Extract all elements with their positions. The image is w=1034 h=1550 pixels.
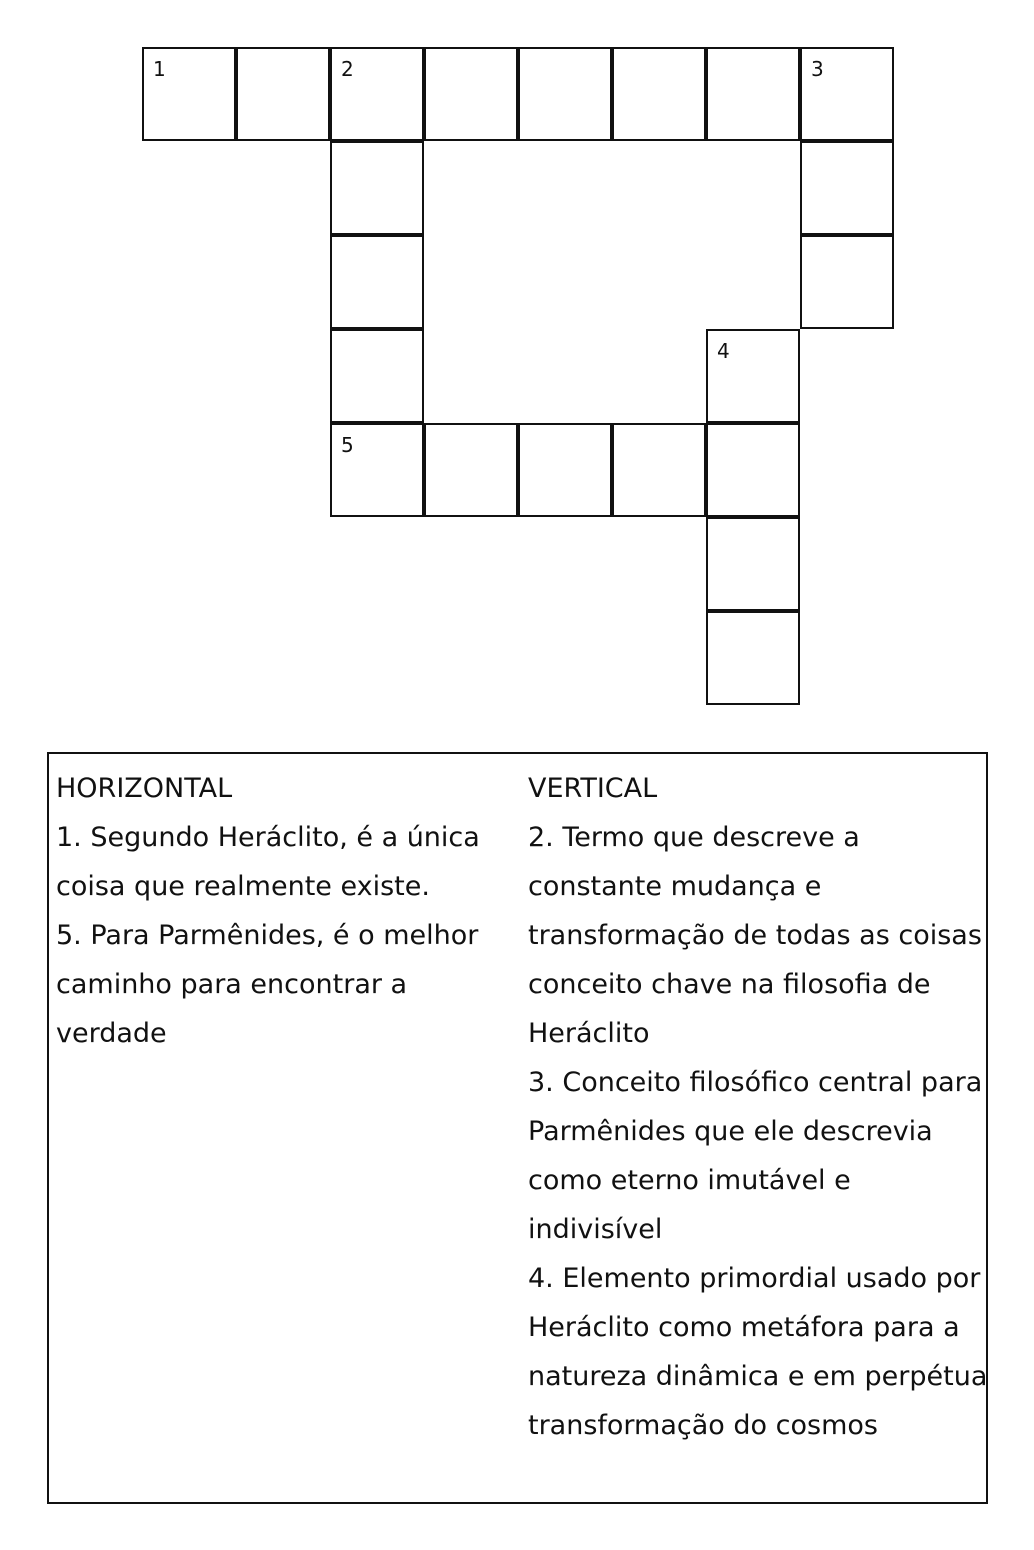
horizontal-clues: [56, 764, 496, 1058]
crossword-cell[interactable]: [330, 423, 424, 517]
vertical-clue-line: conceito chave na filosofia de: [528, 969, 931, 1000]
crossword-cell[interactable]: [330, 47, 424, 141]
crossword-cell[interactable]: [612, 423, 706, 517]
horizontal-clue-line: verdade: [56, 1018, 167, 1049]
vertical-clue-line: indivisível: [528, 1214, 663, 1245]
horizontal-clue-line: coisa que realmente existe.: [56, 871, 430, 902]
crossword-cell[interactable]: [330, 235, 424, 329]
vertical-clue-line: transformação de todas as coisas: [528, 920, 982, 951]
crossword-cell[interactable]: [236, 47, 330, 141]
clue-number: 5: [341, 433, 354, 457]
crossword-cell[interactable]: [706, 611, 800, 705]
vertical-clue-line: Parmênides que ele descrevia: [528, 1116, 933, 1147]
vertical-clue-line: constante mudança e: [528, 871, 822, 902]
vertical-clue-line: Heráclito: [528, 1018, 650, 1049]
crossword-grid: [0, 0, 1034, 720]
horizontal-clue-line: 5. Para Parmênides, é o melhor: [56, 920, 479, 951]
vertical-clue-line: 4. Elemento primordial usado por: [528, 1263, 981, 1294]
crossword-cell[interactable]: [706, 517, 800, 611]
vertical-clue-line: como eterno imutável e: [528, 1165, 851, 1196]
clue-number: 2: [341, 57, 354, 81]
crossword-cell[interactable]: [612, 47, 706, 141]
crossword-cell[interactable]: [330, 329, 424, 423]
vertical-clue-line: natureza dinâmica e em perpétua: [528, 1361, 988, 1392]
crossword-cell[interactable]: [518, 423, 612, 517]
vertical-clue-line: 2. Termo que descreve a: [528, 822, 860, 853]
clue-number: 1: [153, 57, 166, 81]
clue-number: 3: [811, 57, 824, 81]
crossword-cell[interactable]: [800, 141, 894, 235]
horizontal-clue-line: caminho para encontrar a: [56, 969, 408, 1000]
clue-number: 4: [717, 339, 730, 363]
crossword-cell[interactable]: [706, 47, 800, 141]
horizontal-clue-line: 1. Segundo Heráclito, é a única: [56, 822, 480, 853]
vertical-clue-line: transformação do cosmos: [528, 1410, 878, 1441]
vertical-clues: [528, 764, 988, 1450]
crossword-cell[interactable]: [800, 47, 894, 141]
vertical-clue-line: Heráclito como metáfora para a: [528, 1312, 960, 1343]
crossword-cell[interactable]: [518, 47, 612, 141]
vertical-heading: VERTICAL: [528, 773, 658, 804]
vertical-clue-line: 3. Conceito filosófico central para: [528, 1067, 983, 1098]
crossword-cell[interactable]: [706, 423, 800, 517]
crossword-cell[interactable]: [424, 47, 518, 141]
crossword-cell[interactable]: [800, 235, 894, 329]
clues-box: [47, 752, 988, 1504]
crossword-cell[interactable]: [330, 141, 424, 235]
crossword-cell[interactable]: [424, 423, 518, 517]
crossword-cell[interactable]: [706, 329, 800, 423]
crossword-cell[interactable]: [142, 47, 236, 141]
horizontal-heading: HORIZONTAL: [56, 773, 233, 804]
